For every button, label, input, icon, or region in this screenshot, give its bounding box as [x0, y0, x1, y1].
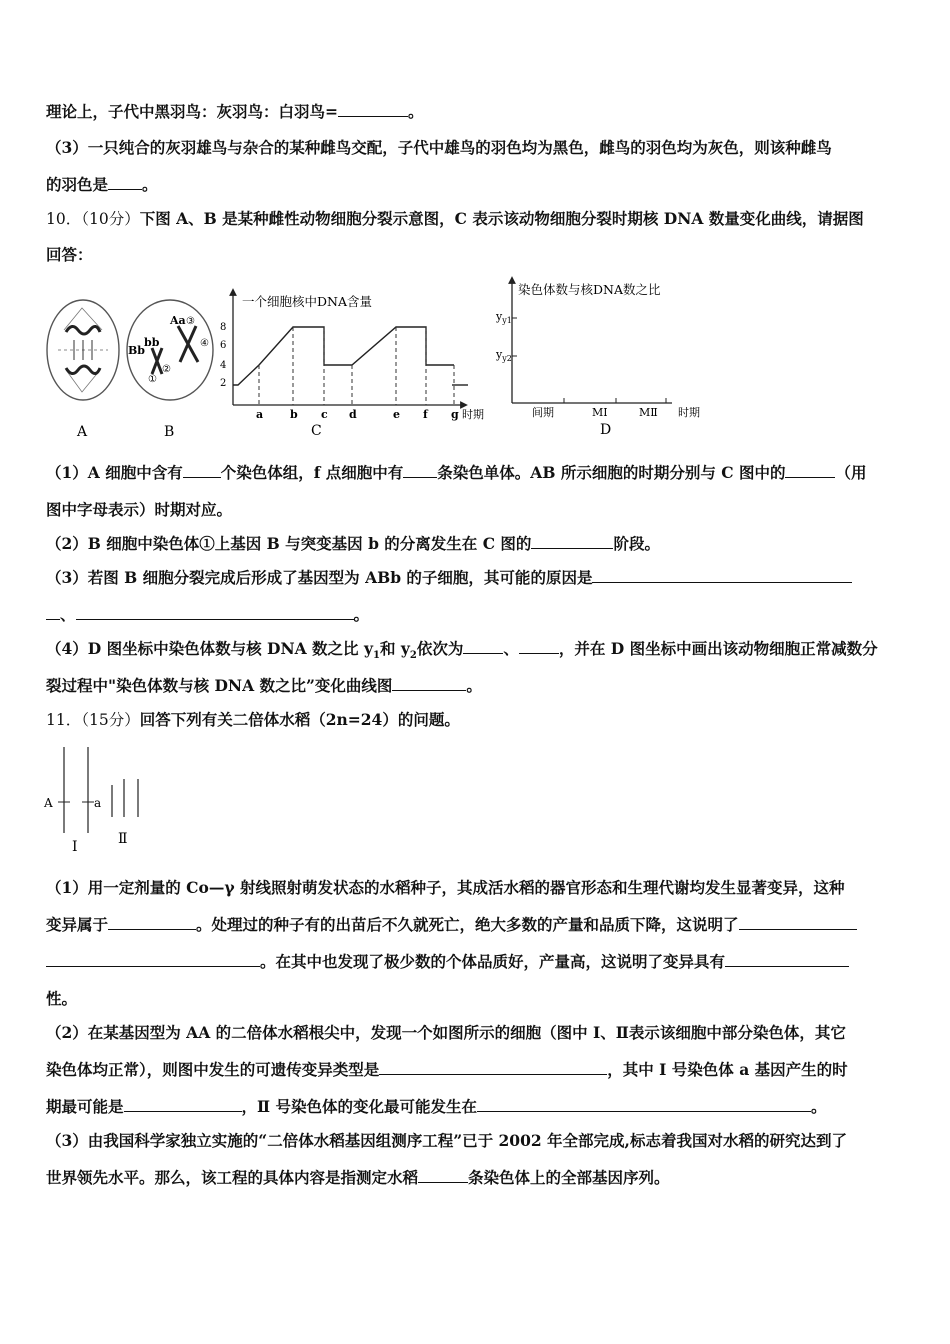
answer-blank[interactable] [338, 102, 408, 117]
text: 。 [353, 605, 370, 624]
chromosome-label-II: Ⅱ [118, 831, 128, 847]
answer-blank[interactable] [76, 605, 354, 620]
x-tick: a [256, 408, 264, 421]
x-tick: c [321, 408, 328, 421]
text: 、 [503, 639, 519, 658]
q11-part-3 [46, 1131, 847, 1151]
answer-blank[interactable] [108, 175, 142, 190]
y-tick: $y_{y1}$ [496, 310, 512, 325]
y-tick: 8 [220, 322, 227, 333]
y2-sub: y2 [502, 354, 512, 363]
chromosome-number: ③ [186, 316, 195, 327]
y-tick: $y_{y2}$ [496, 348, 512, 363]
figure-11-chromosomes [42, 745, 152, 857]
x-tick: MⅡ [639, 406, 658, 419]
text: 阶段。 [613, 534, 660, 553]
figure-a-label: A [77, 424, 88, 440]
text: （3）由我国科学家独立实施的“二倍体水稻基因组测序工程”已于 2002 年全部完成,标志着我国对水稻的研究达到了 [46, 1131, 847, 1150]
text: （用 [835, 463, 867, 482]
text-line-2 [46, 138, 832, 158]
text: 和 y [379, 639, 410, 658]
y-tick: 2 [220, 378, 227, 389]
chromosome-3-4 [178, 326, 198, 362]
x-tick: f [423, 408, 428, 421]
text-line [46, 1168, 670, 1188]
text: 变异属于 [46, 915, 109, 934]
figure-c-label: C [311, 423, 322, 439]
text-line-1 [46, 102, 424, 122]
q10-part-2 [46, 534, 660, 554]
answer-blank[interactable] [108, 915, 196, 930]
answer-blank[interactable] [785, 463, 835, 478]
subscript: 1 [372, 650, 380, 662]
text: 。 [810, 1097, 827, 1116]
text: 。在其中也发现了极少数的个体品质好，产量高，这说明了变异具有 [260, 952, 726, 971]
text-line [46, 952, 849, 972]
answer-blank[interactable] [183, 463, 221, 478]
text: 图中字母表示）时期对应。 [46, 500, 233, 519]
text: 期最可能是 [46, 1097, 124, 1116]
text: 依次为 [416, 639, 464, 658]
y1-sub: y1 [502, 316, 512, 325]
question-number: 11．（15分） [46, 711, 140, 729]
q10-part-3 [46, 568, 852, 588]
y-tick: 6 [220, 340, 227, 351]
text: 理论上，子代中黑羽鸟：灰羽鸟：白羽鸟= [46, 102, 338, 121]
chromosome-number: ① [148, 374, 157, 385]
chart-title: 染色体数与核DNA数之比 [518, 282, 661, 297]
text: ，其中 Ⅰ 号染色体 a 基因产生的时 [607, 1060, 848, 1079]
text: 回答下列有关二倍体水稻（2n=24）的问题。 [139, 710, 460, 729]
answer-blank[interactable] [477, 1097, 811, 1112]
answer-blank[interactable] [519, 639, 559, 654]
answer-blank[interactable] [592, 568, 852, 583]
text: 染色体均正常），则图中发生的可遗传变异类型是 [46, 1060, 380, 1079]
x-axis-label: 时期 [678, 406, 700, 419]
text: （3）一只纯合的灰羽雄鸟与杂合的某种雌鸟交配，子代中雄鸟的羽色均为黑色，雌鸟的羽色均为灰色，则该种雌鸟 [46, 138, 832, 157]
question-11-header [46, 710, 460, 730]
answer-blank[interactable] [392, 676, 466, 691]
question-number: 10．（10分） [46, 210, 140, 228]
answer-blank[interactable] [403, 463, 437, 478]
gene-label: Bb [128, 344, 145, 357]
text-line [46, 676, 482, 696]
text-line [46, 1097, 827, 1117]
text-line-3 [46, 175, 158, 195]
figure-d-chart [492, 272, 717, 444]
x-tick: 间期 [532, 406, 554, 419]
x-tick: d [349, 408, 357, 421]
y-tick: 4 [220, 360, 227, 371]
q10-part-1 [46, 463, 866, 483]
x-tick: b [290, 408, 298, 421]
answer-blank[interactable] [379, 1060, 607, 1075]
chromosome-number: ④ [200, 338, 209, 349]
figure-b-cell [124, 298, 216, 444]
answer-blank[interactable] [46, 605, 60, 620]
x-tick: g [451, 408, 459, 421]
chromosome-1-2 [152, 348, 162, 374]
text: （3）若图 B 细胞分裂完成后形成了基因型为 ABb 的子细胞，其可能的原因是 [46, 568, 593, 587]
subscript: 2 [409, 650, 417, 662]
gene-label: a [94, 796, 102, 810]
question-10-header [46, 209, 864, 229]
text: 条染色单体。AB 所示细胞的时期分别与 C 图中的 [437, 463, 786, 482]
x-axis-label: 时期 [462, 408, 484, 421]
figure-d-label: D [600, 422, 612, 438]
text-line [46, 989, 77, 1009]
text-line [46, 1060, 848, 1080]
text: 。处理过的种子有的出苗后不久就死亡，绝大多数的产量和品质下降，这说明了 [196, 915, 739, 934]
answer-blank[interactable] [46, 952, 260, 967]
text-line [46, 605, 369, 625]
q11-part-2 [46, 1023, 846, 1043]
text: 世界领先水平。那么，该工程的具体内容是指测定水稻 [46, 1168, 419, 1187]
q10-part-4 [46, 639, 878, 666]
text: ，Ⅱ 号染色体的变化最可能发生在 [241, 1097, 477, 1116]
text-line [46, 245, 93, 265]
text: 个染色体组，f 点细胞中有 [220, 463, 404, 482]
text: 下图 A、B 是某种雌性动物细胞分裂示意图，C 表示该动物细胞分裂时期核 DNA 数量变化曲线，请据图 [139, 209, 864, 228]
figure-a-cell [44, 298, 122, 444]
text: （2）B 细胞中染色体①上基因 B 与突变基因 b 的分离发生在 C 图的 [46, 534, 532, 553]
text: （2）在某基因型为 AA 的二倍体水稻根尖中，发现一个如图所示的细胞（图中 Ⅰ、Ⅱ表示该细胞中部分染色体，其它 [46, 1023, 846, 1042]
text: 条染色体上的全部基因序列。 [468, 1168, 670, 1187]
answer-blank[interactable] [463, 639, 503, 654]
text: 性。 [46, 989, 78, 1008]
text: 。 [408, 102, 424, 121]
gene-label: bb [144, 336, 160, 349]
answer-blank[interactable] [725, 952, 849, 967]
text: 回答： [46, 245, 93, 264]
chromosome-group-top [66, 326, 100, 334]
answer-blank[interactable] [531, 534, 613, 549]
x-tick: MⅠ [592, 406, 608, 419]
text: （4）D 图坐标中染色体数与核 DNA 数之比 y [46, 639, 373, 658]
answer-blank[interactable] [739, 915, 857, 930]
text: （1）A 细胞中含有 [46, 463, 183, 482]
text-line [46, 500, 232, 520]
figure-c-chart [218, 284, 508, 444]
text: （1）用一定剂量的 Co—γ 射线照射萌发状态的水稻种子，其成活水稻的器官形态和生理代谢均发生显著变异，这种 [46, 878, 845, 897]
text-line [46, 915, 857, 935]
answer-blank[interactable] [418, 1168, 468, 1183]
answer-blank[interactable] [124, 1097, 242, 1112]
q11-part-1 [46, 878, 845, 898]
text: 。 [466, 676, 482, 695]
x-tick: e [393, 408, 400, 421]
chart-title: 一个细胞核中DNA含量 [242, 294, 372, 309]
chromosome-label-I: Ⅰ [72, 839, 78, 855]
gene-label: A [44, 796, 53, 810]
text: 裂过程中"染色体数与核 DNA 数之比”变化曲线图 [46, 676, 393, 695]
chromosome-group-bottom [66, 366, 100, 374]
gene-label: Aa [170, 314, 186, 327]
text: 。 [142, 175, 158, 194]
text: 的羽色是 [46, 175, 109, 194]
figure-b-label: B [164, 424, 175, 440]
text: ，并在 D 图坐标中画出该动物细胞正常减数分 [558, 639, 878, 658]
dna-curve [233, 327, 454, 385]
text: 、 [60, 605, 76, 624]
chromosome-number: ② [162, 364, 171, 375]
